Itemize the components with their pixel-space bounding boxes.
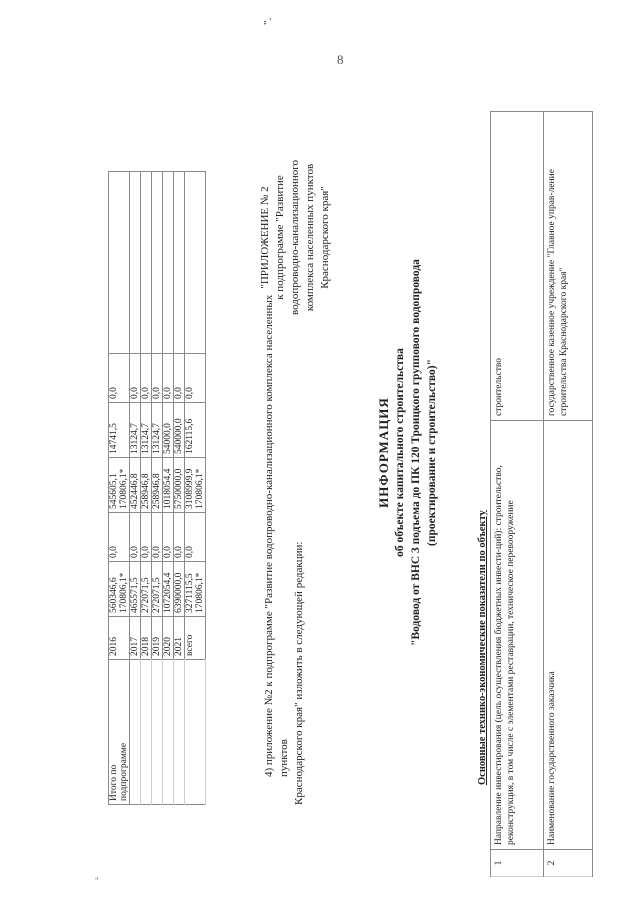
financing-cell [163, 617, 174, 660]
appendix-title: "ПРИЛОЖЕНИЕ № 2 [259, 186, 271, 289]
financing-cell [163, 458, 174, 513]
paragraph-lead: 4) приложение №2 к подпрограмме "Развитие водопроводно-канализационного комплекса населенных пунктов [263, 294, 290, 777]
financing-cell [174, 617, 185, 660]
financing-label-line: подпрограмме [119, 742, 129, 801]
info-title: ИНФОРМАЦИЯ [376, 397, 391, 508]
financing-value: 2018 [141, 637, 151, 656]
financing-value: 2016 [109, 637, 119, 656]
financing-cell [174, 513, 185, 562]
financing-value-note: 170806,1* [195, 572, 205, 613]
financing-row [141, 172, 152, 805]
financing-value: 2017 [130, 637, 140, 656]
financing-cell [152, 562, 163, 617]
financing-cell [141, 617, 152, 660]
financing-value: 272071,5 [152, 577, 162, 613]
financing-cell [185, 458, 206, 513]
financing-cell [185, 513, 206, 562]
financing-cell [130, 513, 141, 562]
indicator-number: 2 [544, 850, 593, 877]
financing-cell [130, 354, 141, 403]
empty-cell [109, 172, 130, 354]
financing-value: 3108999,9 [185, 468, 195, 509]
financing-cell [152, 403, 163, 458]
financing-value: 2019 [152, 637, 162, 656]
indicators-table [490, 111, 593, 877]
financing-value: 0,0 [163, 546, 173, 558]
financing-cell [109, 403, 130, 458]
financing-cell [163, 562, 174, 617]
appendix-line-1: к подпрограмме "Развитие [274, 175, 286, 300]
empty-cell [152, 172, 163, 354]
financing-value: 560346,6 [109, 577, 119, 613]
financing-cell [152, 617, 163, 660]
empty-cell [130, 172, 141, 354]
page-number: 8 [337, 52, 344, 67]
financing-value: 2021 [174, 637, 184, 656]
financing-label [109, 660, 130, 805]
financing-value-note: 170806,1* [119, 468, 129, 509]
amendment-paragraph [262, 270, 307, 805]
empty-cell [163, 172, 174, 354]
info-line-3: (проектирование и строительство)" [426, 359, 438, 546]
financing-cell [130, 617, 141, 660]
financing-value: 258946,8 [152, 473, 162, 509]
empty-cell [141, 660, 152, 805]
empty-cell [174, 660, 185, 805]
empty-cell [163, 660, 174, 805]
financing-value-note: 170806,1* [195, 468, 205, 509]
appendix-line-3: комплекса населенных пунктов [304, 163, 316, 312]
financing-value: 1018054,4 [163, 468, 173, 509]
financing-cell [174, 458, 185, 513]
financing-cell [130, 562, 141, 617]
financing-value: 0,0 [130, 546, 140, 558]
financing-value: 0,0 [141, 387, 151, 399]
empty-cell [174, 172, 185, 354]
financing-row [130, 172, 141, 805]
financing-value: 5750000,0 [174, 468, 184, 509]
empty-cell [185, 660, 206, 805]
financing-value: 258946,8 [141, 473, 151, 509]
financing-cell [152, 513, 163, 562]
appendix-header [258, 150, 333, 325]
indicator-number: 1 [491, 850, 544, 877]
financing-value: 272071,5 [141, 577, 151, 613]
financing-value: 6390000,0 [174, 572, 184, 613]
financing-label-line: Итого по [109, 764, 119, 801]
financing-value: 465571,5 [130, 577, 140, 613]
financing-cell [109, 562, 130, 617]
financing-cell [141, 403, 152, 458]
financing-cell [130, 458, 141, 513]
financing-value: 0,0 [152, 546, 162, 558]
financing-cell [141, 562, 152, 617]
appendix-line-2: водопроводно-канализационного [289, 159, 301, 316]
financing-row [174, 172, 185, 805]
empty-cell [130, 660, 141, 805]
financing-value: 0,0 [185, 546, 195, 558]
financing-value: 0,0 [174, 387, 184, 399]
indicator-name: Направление инвестирования (цель осуществления бюджетных инвести-ций): строительство, реконструкция, в том числе с элементами реставрации, техническое перевооружение [491, 421, 544, 850]
empty-cell [141, 172, 152, 354]
info-line-1: об объекте капитального строительства [394, 348, 406, 557]
financing-value: 2020 [163, 637, 173, 656]
financing-cell [174, 354, 185, 403]
indicators-heading: Основные технико-экономические показатели по объекту [477, 510, 488, 785]
empty-cell [152, 660, 163, 805]
financing-value: 54000,0 [163, 423, 173, 454]
financing-value: 0,0 [141, 546, 151, 558]
financing-cell [141, 458, 152, 513]
financing-cell [163, 354, 174, 403]
financing-row [163, 172, 174, 805]
financing-value: 545605,1 [109, 473, 119, 509]
financing-value: 0,0 [130, 387, 140, 399]
financing-value: 14741,5 [109, 423, 119, 454]
financing-cell [185, 403, 206, 458]
financing-value: 13124,7 [141, 423, 151, 454]
financing-value: 1072054,4 [163, 572, 173, 613]
financing-value: 0,0 [163, 387, 173, 399]
financing-cell [163, 403, 174, 458]
financing-cell [185, 617, 206, 660]
financing-cell [141, 354, 152, 403]
indicator-row [544, 112, 593, 877]
financing-cell [109, 617, 130, 660]
financing-cell [174, 562, 185, 617]
info-block [375, 140, 440, 765]
paragraph-rest: Краснодарского края" изложить в следующей редакции: [293, 541, 305, 805]
financing-cell [163, 513, 174, 562]
financing-value: 452446,8 [130, 473, 140, 509]
financing-value: 3271115,5 [185, 573, 195, 613]
financing-value: 540000,0 [174, 418, 184, 454]
financing-value: 0,0 [109, 387, 119, 399]
financing-cell [185, 562, 206, 617]
financing-cell [141, 513, 152, 562]
financing-cell [152, 458, 163, 513]
financing-cell [109, 513, 130, 562]
financing-cell [109, 354, 130, 403]
financing-row [152, 172, 163, 805]
financing-table [108, 171, 206, 805]
financing-value: 0,0 [185, 387, 195, 399]
financing-cell [185, 354, 206, 403]
corner-mark: " [95, 876, 99, 886]
financing-value-note: 170806,1* [119, 572, 129, 613]
financing-value: 162115,6 [185, 418, 195, 454]
appendix-line-4: Краснодарского края" [319, 186, 331, 289]
financing-cell [130, 403, 141, 458]
financing-row [109, 172, 130, 805]
financing-value: 0,0 [109, 546, 119, 558]
empty-cell [185, 172, 206, 354]
financing-value: 0,0 [174, 546, 184, 558]
paragraph-end-mark: ". [262, 17, 274, 25]
financing-row [185, 172, 206, 805]
financing-value: 13124,7 [130, 423, 140, 454]
indicator-row [491, 112, 544, 877]
indicator-value: строительство [491, 112, 544, 421]
info-line-2: "Водовод от ВНС 3 подъема до ПК 120 Троицкого группового водопровода [410, 259, 422, 646]
financing-cell [109, 458, 130, 513]
financing-value: 0,0 [152, 387, 162, 399]
financing-cell [152, 354, 163, 403]
financing-value: 13124,7 [152, 423, 162, 454]
financing-cell [174, 403, 185, 458]
indicator-name: Наименование государственного заказчика [544, 421, 593, 850]
financing-value: всего [185, 634, 195, 656]
indicator-value: государственное казенное учреждение "Главное управ-ление строительства Краснодарского края" [544, 112, 593, 421]
